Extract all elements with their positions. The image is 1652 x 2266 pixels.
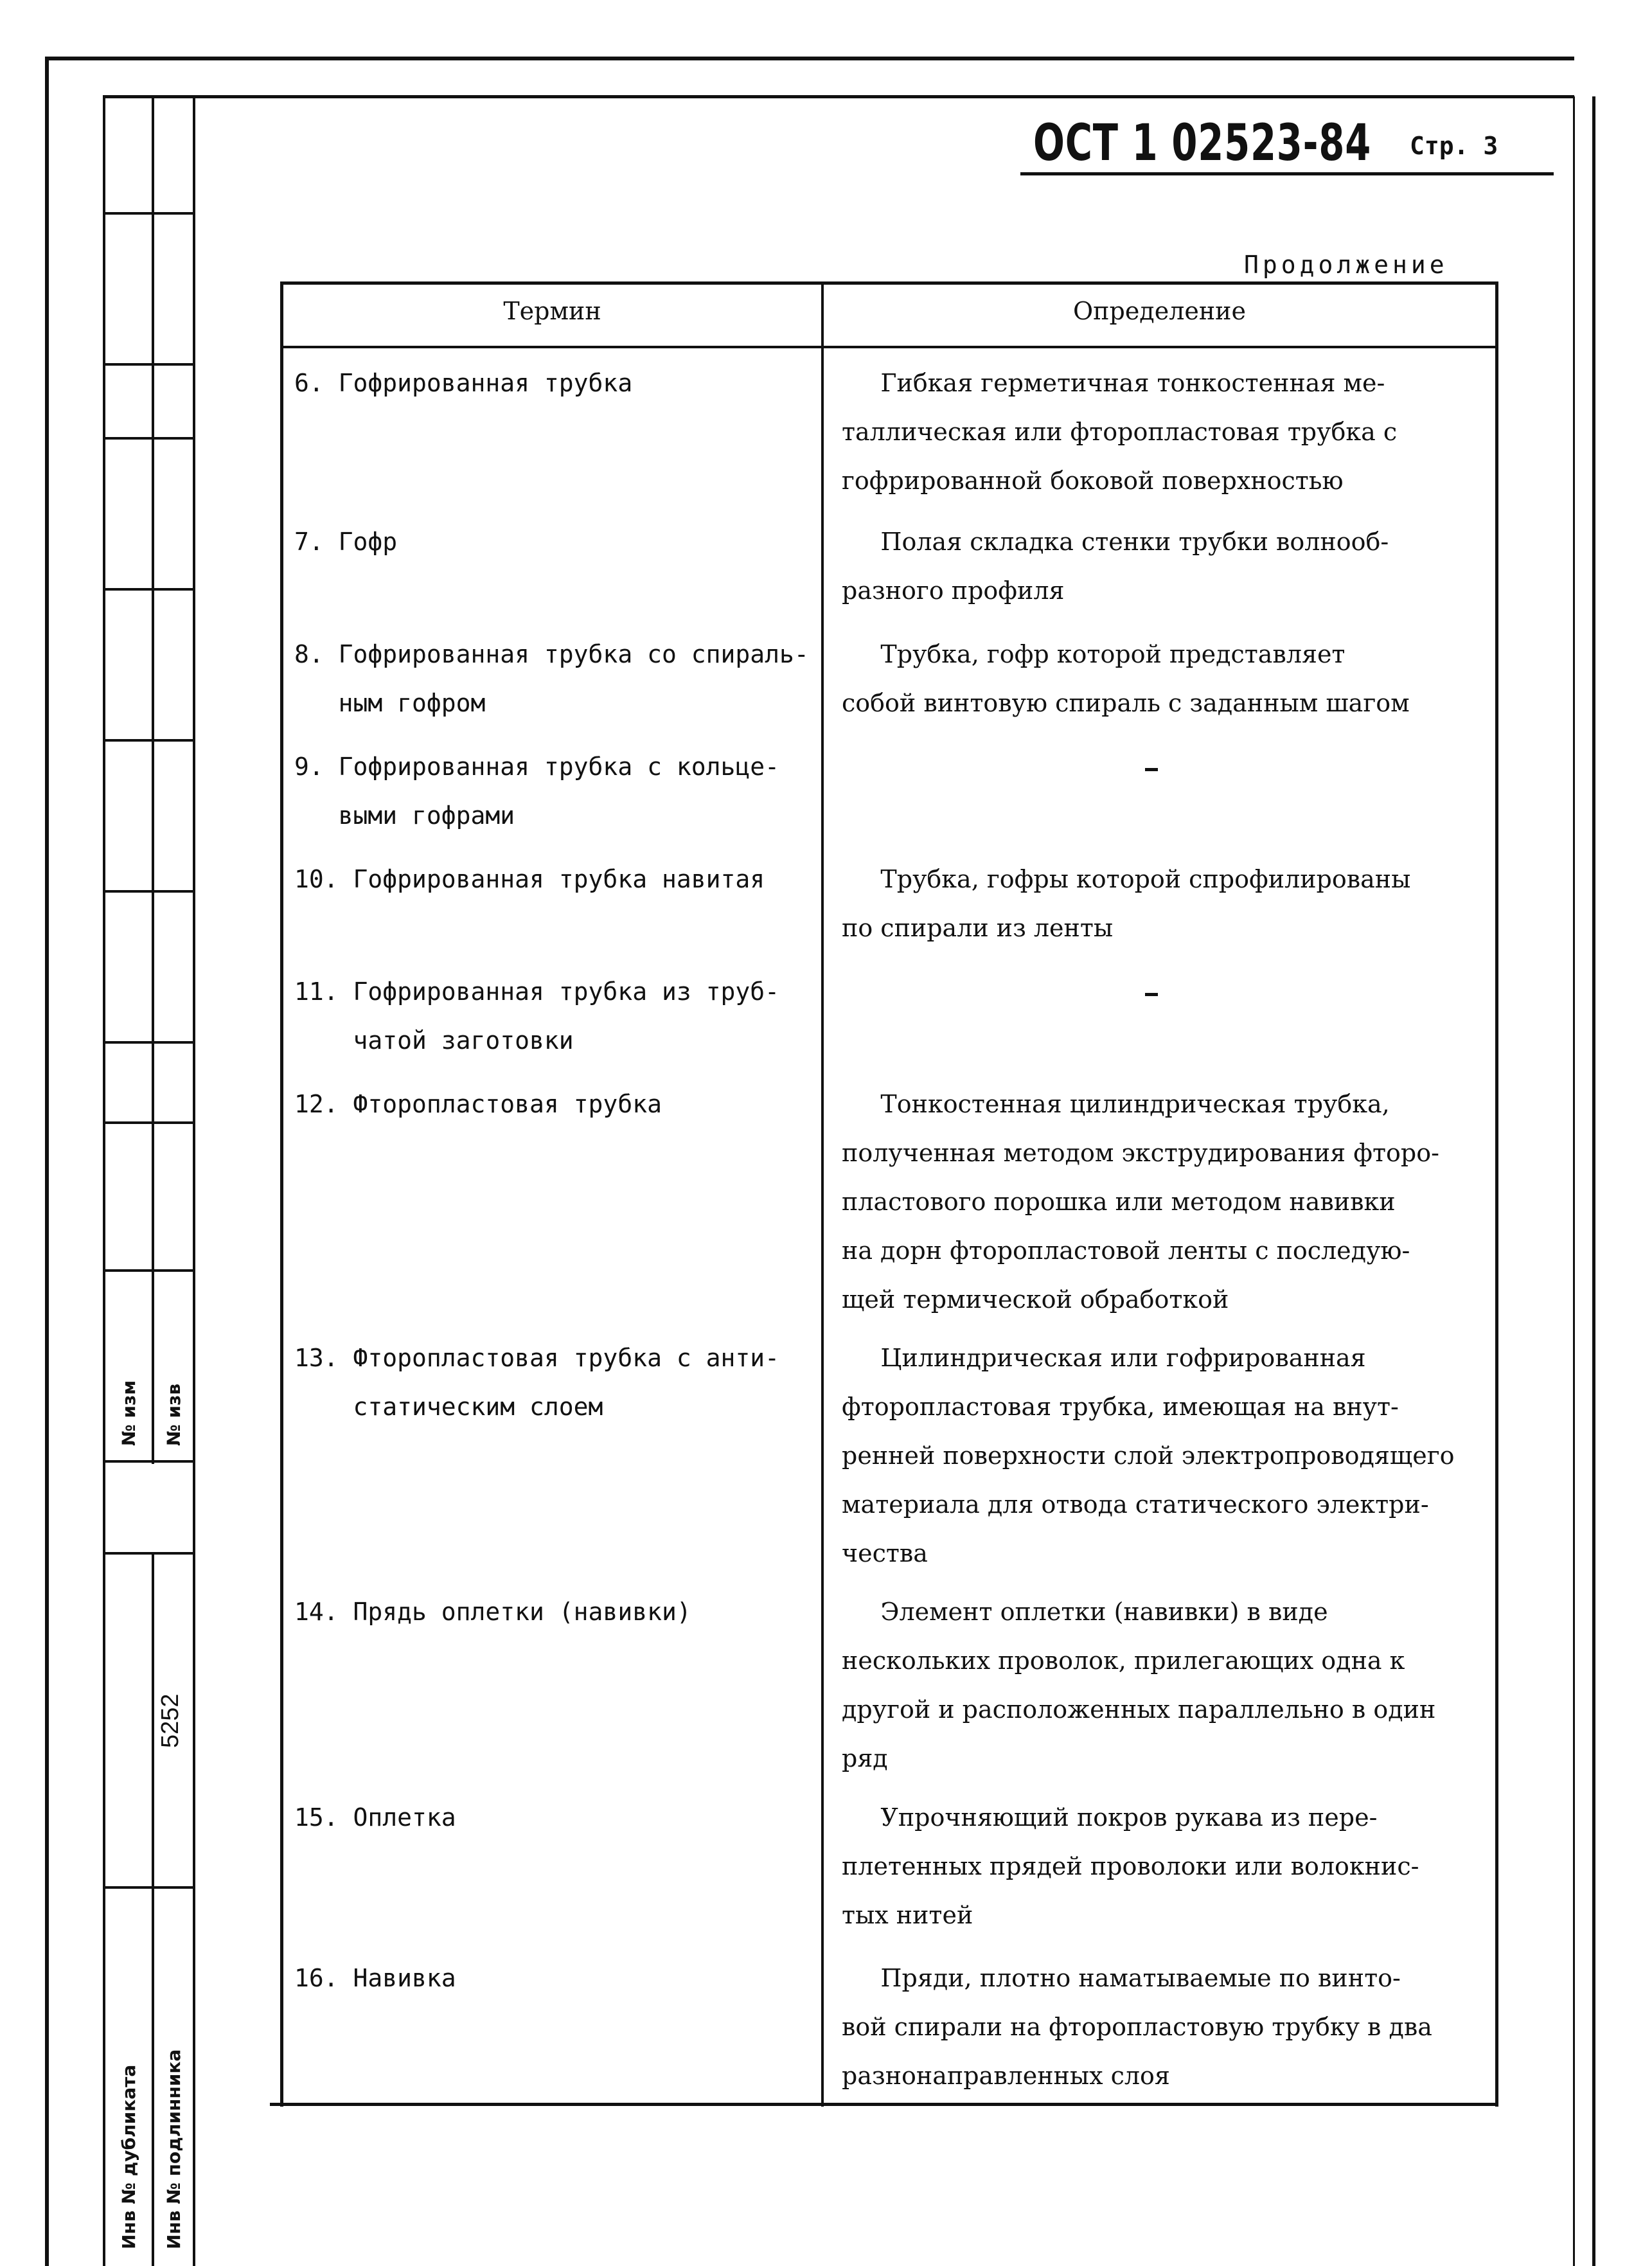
definition-cell	[842, 1334, 1471, 1578]
definition-line: ренней поверхности слой электропроводящего	[842, 1441, 1455, 1470]
column-header-term: Термин	[503, 297, 601, 325]
header-rule	[1020, 172, 1554, 175]
table-top-border	[280, 281, 1498, 285]
definition-line: плетенных прядей проволоки или волокнис-	[842, 1852, 1419, 1880]
definition-line: пластового порошка или методом навивки	[842, 1188, 1396, 1216]
term-cell	[294, 1793, 821, 1842]
definition-cell	[842, 1793, 1471, 1940]
table-right-border	[1495, 281, 1498, 2107]
strip-cell-divider	[103, 437, 195, 440]
definition-line: вой спирали на фторопластовую трубку в два	[842, 2013, 1432, 2041]
term-cell	[294, 1954, 821, 2003]
term-cell	[294, 742, 821, 840]
term-line: 8. Гофрированная трубка со спираль-	[294, 640, 809, 668]
definition-line: Полая складка стенки трубки волнооб-	[842, 528, 1389, 556]
definition-line: Пряди, плотно наматываемые по винто-	[842, 1964, 1401, 1992]
definition-cell	[842, 630, 1471, 727]
continuation-label: Продолжение	[1244, 251, 1448, 279]
definition-line: таллическая или фторопластовая трубка с	[842, 418, 1398, 446]
term-line: 11. Гофрированная трубка из труб-	[294, 977, 779, 1006]
term-line: 6. Гофрированная трубка	[294, 369, 633, 397]
table-left-border	[280, 281, 283, 2107]
term-line: 16. Навивка	[294, 1964, 456, 1992]
definition-line: Трубка, гофр которой представляет	[842, 640, 1346, 668]
strip-label-izm: № изм	[118, 1380, 139, 1446]
term-line: 14. Прядь оплетки (навивки)	[294, 1598, 691, 1626]
term-line: ным гофром	[294, 689, 486, 717]
strip-divider	[103, 1552, 105, 2266]
frame-right-border	[1573, 96, 1575, 2266]
term-cell	[294, 630, 821, 727]
table-bottom-border	[270, 2103, 1498, 2106]
strip-divider	[193, 95, 195, 2266]
term-cell	[294, 359, 821, 407]
definition-line: другой и расположенных параллельно в один	[842, 1695, 1436, 1724]
definition-cell	[842, 1080, 1471, 1324]
definition-line: полученная методом экструдирования фторо-	[842, 1139, 1439, 1167]
frame-inner-top	[103, 95, 1574, 98]
definition-line: гофрированной боковой поверхностью	[842, 467, 1344, 495]
definition-line: Упрочняющий покров рукава из пере-	[842, 1803, 1378, 1832]
term-line: 7. Гофр	[294, 528, 398, 556]
term-cell	[294, 517, 821, 566]
strip-cell-divider	[103, 1886, 195, 1889]
strip-cell-divider	[103, 1552, 195, 1555]
term-cell	[294, 967, 821, 1065]
column-header-definition: Определение	[1073, 297, 1246, 325]
term-cell	[294, 1587, 821, 1636]
term-cell	[294, 855, 821, 904]
table-column-divider	[821, 281, 824, 2107]
strip-divider	[152, 95, 154, 1464]
term-line: статическим слоем	[294, 1393, 603, 1421]
frame-left-border	[45, 57, 49, 2266]
strip-label-inv-dublikata: Инв № дубликата	[118, 2064, 139, 2249]
definition-line: Гибкая герметичная тонкостенная ме-	[842, 369, 1385, 397]
definition-cell	[842, 517, 1471, 615]
strip-label-izv: № изв	[163, 1383, 184, 1446]
strip-divider	[152, 1552, 154, 2266]
definition-cell	[842, 359, 1471, 505]
term-line: чатой заготовки	[294, 1026, 574, 1055]
definition-line: разного профиля	[842, 576, 1065, 605]
definition-line: Тонкостенная цилиндрическая трубка,	[842, 1090, 1390, 1118]
definition-line: щей термической обработкой	[842, 1285, 1229, 1314]
term-line: 13. Фторопластовая трубка с анти-	[294, 1344, 779, 1372]
term-cell	[294, 1334, 821, 1431]
page-number: Стр. 3	[1410, 132, 1498, 160]
term-line: выми гофрами	[294, 801, 515, 830]
frame-top-border	[45, 57, 1574, 60]
term-line: 12. Фторопластовая трубка	[294, 1090, 662, 1118]
definition-line: по спирали из ленты	[842, 914, 1114, 942]
strip-label-inv-podlinnika: Инв № подлинника	[163, 2049, 184, 2249]
strip-cell-divider	[103, 739, 195, 742]
term-cell	[294, 1080, 821, 1129]
document-code: ОСТ 1 02523-84	[1033, 114, 1372, 172]
definition-cell	[842, 1954, 1471, 2100]
table-header-divider	[280, 346, 1498, 348]
strip-cell-divider	[103, 1121, 195, 1124]
strip-cell-divider	[103, 1041, 195, 1044]
definition-cell	[842, 855, 1471, 952]
definition-line: тых нитей	[842, 1901, 973, 1929]
term-line: 10. Гофрированная трубка навитая	[294, 865, 765, 893]
term-line: 15. Оплетка	[294, 1803, 456, 1832]
strip-cell-divider	[103, 1269, 195, 1272]
definition-line: Трубка, гофры которой спрофилированы	[842, 865, 1411, 893]
definition-dash	[1145, 993, 1158, 996]
definition-line: Элемент оплетки (навивки) в виде	[842, 1598, 1328, 1626]
inventory-number: 5252	[157, 1693, 184, 1748]
definition-line: разнонаправленных слоя	[842, 2062, 1170, 2090]
strip-cell-divider	[103, 588, 195, 591]
definition-line: Цилиндрическая или гофрированная	[842, 1344, 1366, 1372]
definition-line: собой винтовую спираль с заданным шагом	[842, 689, 1410, 717]
strip-cell-divider	[103, 212, 152, 215]
definition-line: на дорн фторопластовой ленты с последую-	[842, 1236, 1410, 1265]
definition-dash	[1145, 768, 1158, 771]
definition-line: фторопластовая трубка, имеющая на внут-	[842, 1393, 1399, 1421]
definition-line: нескольких проволок, прилегающих одна к	[842, 1646, 1405, 1675]
strip-cell-divider	[152, 212, 195, 215]
definition-line: материала для отвода статического электри-	[842, 1490, 1429, 1519]
frame-right-border-outer	[1592, 96, 1595, 2266]
strip-cell-divider	[103, 363, 195, 366]
definition-line: ряд	[842, 1744, 888, 1772]
term-line: 9. Гофрированная трубка с кольце-	[294, 753, 779, 781]
definition-line: чества	[842, 1539, 928, 1567]
strip-cell-divider	[103, 1460, 195, 1463]
definition-cell	[842, 1587, 1471, 1783]
strip-cell-divider	[103, 890, 195, 893]
